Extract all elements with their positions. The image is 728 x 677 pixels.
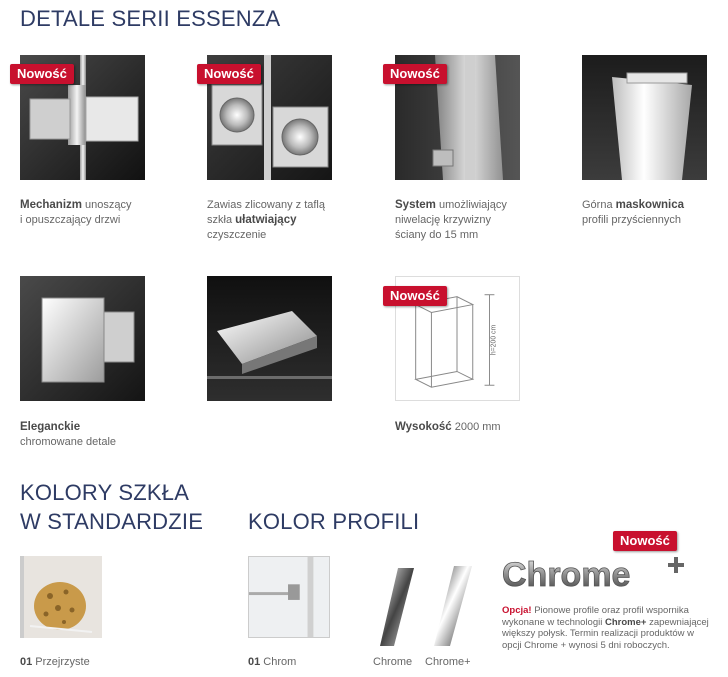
tile-elegant-caption: [20, 420, 116, 450]
glass-option-code: 01: [20, 656, 33, 668]
chrome-label: Chrome: [373, 656, 413, 668]
note-text: Pionowe profile oraz profil wspornika wykonane w technologii: [502, 605, 689, 628]
tile-hinge-caption: [207, 198, 325, 243]
chrome-plus-label: Chrome+: [425, 656, 471, 668]
new-badge: Nowość: [10, 64, 74, 84]
caption-text: ściany do 15 mm: [395, 229, 479, 241]
profile-option-code: 01: [248, 656, 261, 668]
chrome-knob-picture: [20, 276, 145, 401]
glass-option-name: Przejrzyste: [32, 656, 90, 668]
caption-text: chromowane detale: [20, 436, 117, 448]
chrome-profile-picture: [249, 557, 329, 637]
caption-text: niwelację krzywizny: [395, 214, 491, 226]
caption-bold: Eleganckie: [20, 421, 81, 433]
chrome-plus-logo-graphic: [500, 553, 690, 593]
tile-height-caption: [395, 420, 501, 435]
caption-bold: maskownica: [615, 199, 685, 211]
caption-text: umożliwiający: [435, 199, 507, 211]
caption-text: czyszczenie: [207, 229, 267, 241]
tile-elegant-image: [20, 276, 145, 401]
new-badge: Nowość: [383, 64, 447, 84]
caption-text: szkła: [207, 214, 236, 226]
height-dimension-label: h=200 cm: [490, 324, 498, 356]
caption-bold: System: [395, 199, 436, 211]
new-badge: Nowość: [383, 286, 447, 306]
caption-bold: Wysokość: [395, 421, 452, 433]
note-option-label: Opcja!: [502, 605, 532, 616]
new-badge: Nowość: [197, 64, 261, 84]
caption-text: Zawias zlicowany z taflą: [207, 199, 325, 211]
caption-bold: ułatwiający: [235, 214, 297, 226]
profile-option-name: Chrom: [260, 656, 297, 668]
caption-text: profili przyściennych: [582, 214, 682, 226]
note-text: zapewniającej większy połysk. Termin realizacji produktów w opcji Chrome + wynosi 5 dni roboczych.: [502, 616, 709, 651]
sponge-picture: [20, 556, 102, 638]
tile-cover-image: [582, 55, 707, 180]
tile-cover-caption: [582, 198, 684, 228]
profile-option-label: [248, 656, 296, 668]
new-badge: Nowość: [613, 531, 677, 551]
section-title-details: DETALE SERII ESSENZA: [20, 6, 281, 31]
chrome-profile-samples-picture: [372, 560, 482, 650]
caption-text: 2000 mm: [451, 421, 501, 433]
section-title-glass-line1: KOLORY SZKŁA: [20, 480, 190, 505]
caption-text: Górna: [582, 199, 616, 211]
section-title-glass-line2: W STANDARDZIE: [20, 509, 204, 534]
chrome-plus-logo: [500, 553, 690, 593]
chrome-samples: [372, 560, 482, 650]
chrome-plus-note: [502, 605, 712, 651]
glass-clear-thumb: [20, 556, 102, 638]
glass-option-label: [20, 656, 90, 668]
tile-mechanism-caption: [20, 198, 132, 228]
tile-system-caption: [395, 198, 507, 243]
note-bold: Chrome+: [604, 616, 647, 628]
tile-detail-image: [207, 276, 332, 401]
chrome-detail-picture: [207, 276, 332, 401]
caption-bold: Mechanizm: [20, 199, 82, 211]
top-cover-picture: [582, 55, 707, 180]
chrome-logo-text: Chrome: [502, 556, 631, 593]
profile-chrome-thumb: [248, 556, 330, 638]
section-title-profile: KOLOR PROFILI: [248, 509, 420, 534]
caption-text: i opuszczający drzwi: [20, 214, 121, 226]
caption-text: unoszący: [82, 199, 132, 211]
